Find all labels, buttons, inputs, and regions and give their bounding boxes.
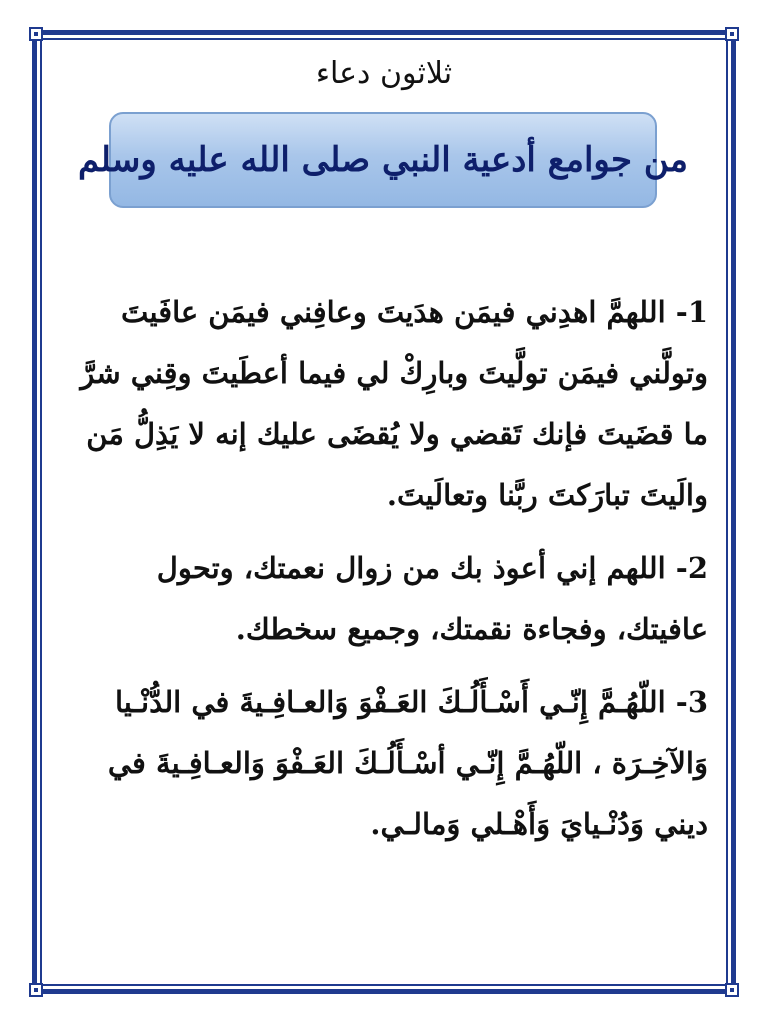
dua-item-3: 3- اللّهُـمَّ إِنّـي أَسْـأَلُـكَ العَـفْوَ وَالعـافِـيةَ في الدُّنْـيا وَالآخِـرَة ، اللّهُـمَّ إِنّـي أسْـأَلُـكَ العَـفْوَ وَالعـافِـيةَ في ديني وَدُنْـيايَ وَأَهْـلي وَمالـي. [107, 685, 708, 841]
page-subtitle: ثلاثون دعاء [315, 56, 453, 91]
corner-ornament-bottom-right [725, 983, 739, 997]
corner-ornament-top-left [29, 27, 43, 41]
corner-ornament-bottom-left [29, 983, 43, 997]
dua-item-1: 1- اللهمَّ اهدِني فيمَن هدَيتَ وعافِني فيمَن عافَيتَ وتولَّني فيمَن تولَّيتَ وبارِكْ لي فيما أعطَيتَ وقِني شرَّ ما قضَيتَ فإنك تَقضي ولا يُقضَى عليك إنه لا يَذِلُّ مَن والَيتَ تبارَكتَ ربَّنا وتعالَيتَ. [80, 295, 708, 512]
corner-ornament-top-right [725, 27, 739, 41]
title-banner [78, 112, 688, 208]
page-title: من جوامع أدعية النبي صلى الله عليه وسلم [78, 140, 688, 180]
dua-item-2: 2- اللهم إني أعوذ بك من زوال نعمتك، وتحول عافيتك، وفجاءة نقمتك، وجميع سخطك. [156, 551, 708, 646]
dua-list [62, 282, 708, 867]
